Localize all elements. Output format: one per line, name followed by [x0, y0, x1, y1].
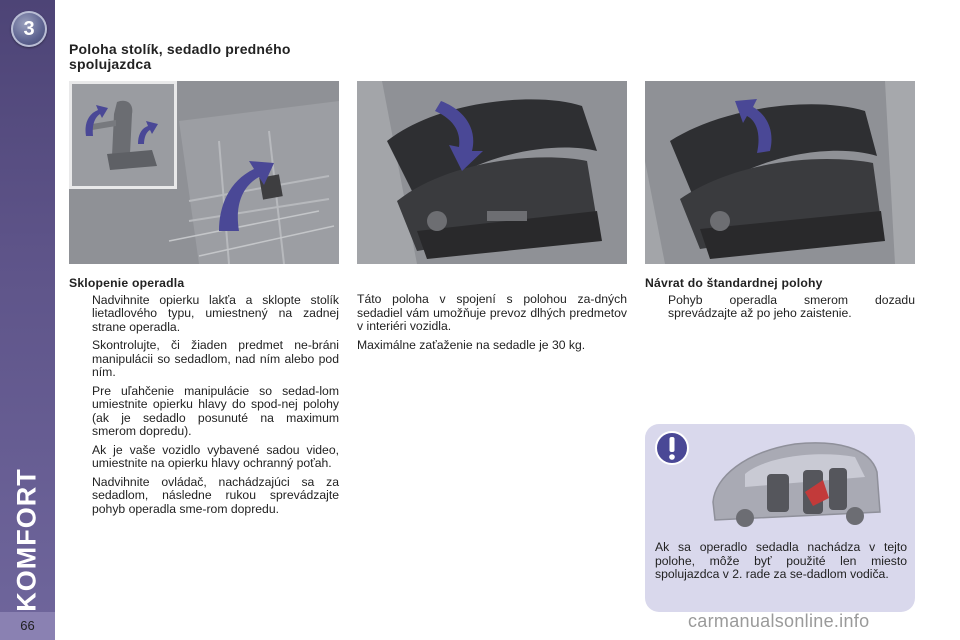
fold-step: [69, 444, 339, 471]
max-load-note: Maximálne zaťaženie na sedadle je 30 kg.: [357, 337, 586, 352]
figure-seat-return-drawing: [645, 81, 915, 264]
fold-step-text: Nadvihnite ovládač, nachádzajúci sa za sedadlom, následne rukou sprevádzajte pohyb operadla sme-rom dopredu.: [92, 474, 339, 516]
exclamation-icon: [654, 430, 690, 466]
inset-seat-drawing: [72, 84, 174, 186]
chapter-badge: [11, 11, 47, 47]
fold-step-text: Pre uľahčenie manipulácie so sedad-lom umiestnite opierku hlavy do spod-nej polohy (ak je sedadlo posunuté na maximum smerom dopredu).: [92, 383, 339, 438]
page-number-box: [0, 612, 55, 640]
fold-step-text: Skontrolujte, či žiaden predmet ne-bráni manipulácii so sedadlom, nad ním alebo pod ním.: [92, 338, 339, 379]
fold-step-text: Nadvihnite opierku lakťa a sklopte stolík lietadlového typu, umiestnený na zadnej strane operadla.: [92, 292, 339, 334]
page-title: Poloha stolík, sedadlo predného spolujazdca: [69, 41, 291, 72]
fold-step: [69, 385, 339, 439]
figure-seat-folded: [357, 81, 627, 264]
return-heading: Návrat do štandardnej polohy: [645, 276, 823, 290]
column-return-instructions: [645, 277, 915, 326]
warning-box: [645, 424, 915, 612]
figure-seat-folded-drawing: [357, 81, 627, 264]
fold-step-text: Ak je vaše vozidlo vybavené sadou video, umiestnite na opierku hlavy ochranný poťah.: [92, 442, 339, 470]
chapter-sidebar: [0, 0, 55, 640]
fold-heading: Sklopenie operadla: [69, 276, 185, 290]
return-step: [645, 294, 915, 321]
inset-seat-detail: [69, 81, 177, 189]
column-description: [357, 293, 627, 357]
fold-step: [69, 294, 339, 335]
chapter-number: 3: [23, 18, 35, 40]
warning-text: Ak sa operadlo sedadla nachádza v tejto polohe, môže byť použité len miesto spolujazdca v 2. rade za se-dadlom vodiča.: [655, 540, 907, 581]
car-interior-illustration: [705, 432, 885, 532]
return-step-text: Pohyb operadla smerom dozadu sprevádzajte až po jeho zaistenie.: [668, 292, 915, 320]
column-fold-instructions: [69, 277, 339, 521]
figure-seat-return: [645, 81, 915, 264]
fold-step: [69, 339, 339, 380]
page-number: 66: [20, 618, 35, 633]
section-label: KOMFORT: [11, 468, 42, 612]
fold-step: [69, 476, 339, 517]
figure-seat-folding: [69, 81, 339, 264]
description-paragraph: Táto poloha v spojení s polohou za-dných sedadiel vám umožňuje prevoz dlhých predmetov v interiéri vozidla.: [357, 292, 627, 333]
watermark: carmanualsonline.info: [688, 611, 870, 631]
